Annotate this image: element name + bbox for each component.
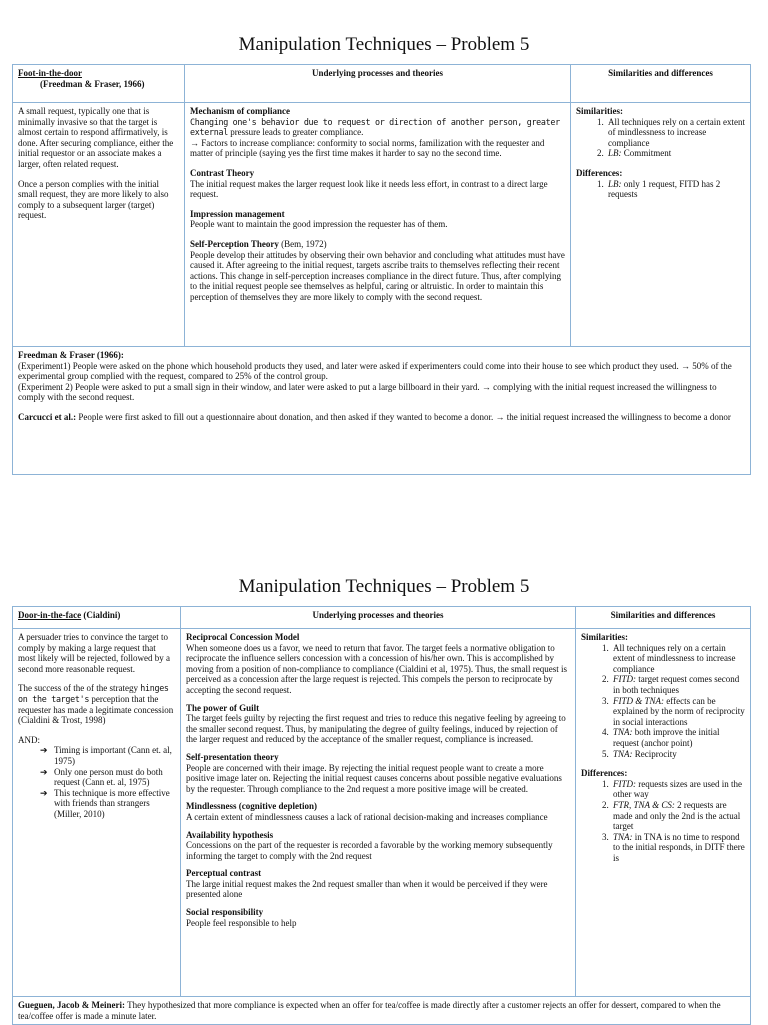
page1-title: Manipulation Techniques – Problem 5 xyxy=(238,34,530,55)
theory-heading: Perceptual contrast xyxy=(186,868,262,879)
description-paragraph: A small request, typically one that is minimally invasive so that the target is almost certain to respond affirmatively, is done. After securing compliance, either the initial requestor or an associate makes a larger, often related request. xyxy=(18,106,174,169)
processes-header: Underlying processes and theories xyxy=(185,65,571,103)
list-item: ➔ Only one person must do both request (Cann et. al, 1975) xyxy=(40,766,163,788)
theories-cell xyxy=(181,629,576,997)
theory-text: The target feels guilty by rejecting the first request and tries to reduce this negative feeling by agreeing to the smaller second request. Thus, by manipulating the degree of guilty feelings, induced by rejection of the larger request and reduced by the acceptance of the smaller request, compliance is increased. xyxy=(186,713,566,745)
description-cell xyxy=(13,629,181,997)
description-cell xyxy=(13,103,185,347)
list-item: 1. FITD: requests sizes are used in the other way xyxy=(611,779,745,800)
similarities-header: Similarities and differences xyxy=(571,65,751,103)
technique-name: Foot-in-the-door xyxy=(18,68,82,78)
study-text: Carcucci et al.: People were first asked to fill out a questionnaire about donation, and then asked if they wanted to become a donor. → the initial request increased the willingness to become a donor xyxy=(18,411,731,422)
list-item: ➔ This technique is more effective with friends than strangers (Miller, 2010) xyxy=(40,787,170,819)
theory-text: The large initial request makes the 2nd request smaller than when it would be perceived if they were presented alone xyxy=(186,878,548,900)
study-cell xyxy=(13,997,751,1025)
theory-heading: The power of Guilt xyxy=(186,702,260,713)
study-text: (Experiment 2) People were asked to put a small sign in their window, and later were asked to put a large billboard in their yard. → complying with the initial request increased the willingness to comply with the second request. xyxy=(18,381,717,403)
list-item: 3. FITD & TNA: effects can be explained by the norm of reciprocity in social interactions xyxy=(611,696,745,728)
technique-ref: (Cialdini) xyxy=(83,610,121,620)
list-item: 5. TNA: Reciprocity xyxy=(611,749,745,760)
theory-heading: Reciprocal Concession Model xyxy=(186,632,300,642)
handwritten-text: hinges on the target's xyxy=(18,683,169,704)
theory-text: People feel responsible to help xyxy=(186,917,297,928)
handwritten-text: Changing one's behavior due to request or direction of another person, greater external xyxy=(190,116,560,138)
page2-table xyxy=(12,606,751,1025)
list-item: 3. TNA: in TNA is no time to respond to the initial responds, in DITF there is xyxy=(611,832,745,864)
theory-text: People are concerned with their image. By rejecting the initial request people want to create a more positive image later on. Rejecting the initial request causes concerns about possible negative evaluations by the requester. Through compliance to the 2nd request a more positive image will be created. xyxy=(186,762,562,794)
list-item: 1. All techniques rely on a certain extent of mindlessness to increase compliance xyxy=(606,117,745,149)
theory-text: When someone does us a favor, we need to return that favor. The target feels a normative obligation to reciprocate the influence sellers concession with a concession of his/her own. This is accomplished by moving from a position of non-compliance to compliance (Cialdini et al, 1975). Thus, the small request is perceived as a concession after the large request is rejected. This compels the person to reciprocate by accepting the second request. xyxy=(186,642,568,695)
description-paragraph: The success of the of the strategy hinges on the target's perception that the requester has made a legitimate concession (Cialdini & Trost, 1998) xyxy=(18,683,174,726)
study-cell xyxy=(13,347,751,475)
technique-ref: (Freedman & Fraser, 1966) xyxy=(40,78,145,89)
page2-title: Manipulation Techniques – Problem 5 xyxy=(238,576,530,597)
similarities-list xyxy=(576,117,745,159)
similarities-label: Similarities: xyxy=(581,632,628,642)
theories-cell xyxy=(185,103,571,347)
differences-label: Differences: xyxy=(576,167,623,178)
arrow-icon: ➔ xyxy=(40,787,48,798)
similarities-cell xyxy=(576,629,751,997)
arrow-icon: ➔ xyxy=(40,766,48,777)
theory-text: People develop their attitudes by observing their own behavior and concluding what attitudes must have caused it. After agreeing to the initial request, targets ascribe traits to themselves reflecting their recent actions. This change in self-perception increases compliance in the direct future. Thus, after complying to the initial request people see themselves as helpful, caring or altruistic. In order to maintain this perception of themselves they are more likely to comply with the second request. xyxy=(190,249,565,302)
theory-heading: Impression management xyxy=(190,208,285,219)
theory-text: Changing one's behavior due to request or direction of another person, greater external pressure leads to greater compliance. xyxy=(190,116,560,138)
description-paragraph: A persuader tries to convince the target to comply by making a large request that most likely will be rejected, followed by a second more reasonable request. xyxy=(18,632,170,674)
and-label: AND: xyxy=(18,734,40,745)
list-item: 1. All techniques rely on a certain extent of mindlessness to increase compliance xyxy=(611,643,745,675)
list-item: 2. LB: Commitment xyxy=(606,148,745,159)
theory-text: → Factors to increase compliance: conformity to social norms, familization with the requester and matter of principle (saying yes the first time makes it harder to say no the second time. xyxy=(190,137,545,159)
theory-text: The initial request makes the larger request look like it needs less effort, in contrast to a direct large request. xyxy=(190,178,548,200)
technique-header xyxy=(13,607,181,629)
theory-heading: Social responsibility xyxy=(186,907,264,918)
similarities-cell xyxy=(571,103,751,347)
theory-text: Concessions on the part of the requester is recorded a favorable by the working memory subsequently informing the target to comply with the 2nd request xyxy=(186,840,553,861)
differences-list xyxy=(576,179,745,200)
technique-header xyxy=(13,65,185,103)
theory-heading: Contrast Theory xyxy=(190,167,255,178)
list-item: ➔ Timing is important (Cann et. al, 1975) xyxy=(40,745,172,766)
arrow-list xyxy=(18,745,175,819)
similarities-header: Similarities and differences xyxy=(576,607,751,629)
list-item: 2. FITD: target request comes second in both techniques xyxy=(611,674,745,695)
theory-heading: Availability hypothesis xyxy=(186,829,274,840)
list-item: 4. TNA: both improve the initial request (anchor point) xyxy=(611,727,745,748)
arrow-icon: ➔ xyxy=(40,745,48,756)
theory-heading: Mechanism of compliance xyxy=(190,106,290,116)
page1-table xyxy=(12,64,751,475)
theory-text: A certain extent of mindlessness causes a lack of rational decision-making and increases compliance xyxy=(186,811,548,822)
technique-name: Door-in-the-face xyxy=(18,610,82,620)
similarities-list xyxy=(581,643,745,760)
study-text: Gueguen, Jacob & Meineri: They hypothesized that more compliance is expected when an offer for tea/coffee is made directly after a customer rejects an offer for dessert, compared to when the tea/coffee offer is made a minute later. xyxy=(18,1000,721,1021)
differences-list xyxy=(581,779,745,864)
study-heading: Freedman & Fraser (1966): xyxy=(18,350,124,360)
description-paragraph: Once a person complies with the initial small request, they are more likely to also comply to a subsequent larger (target) request. xyxy=(18,178,169,221)
theory-heading: Self-Perception Theory (Bem, 1972) xyxy=(190,238,327,249)
processes-header: Underlying processes and theories xyxy=(181,607,576,629)
similarities-label: Similarities: xyxy=(576,106,623,116)
list-item: 2. FTR, TNA & CS: 2 requests are made and only the 2nd is the actual target xyxy=(611,800,745,832)
theory-text: People want to maintain the good impression the requester has of them. xyxy=(190,219,448,230)
differences-label: Differences: xyxy=(581,768,628,779)
theory-heading: Self-presentation theory xyxy=(186,751,279,762)
theory-heading: Mindlessness (cognitive depletion) xyxy=(186,801,318,812)
study-text: (Experiment1) People were asked on the phone which household products they used, and later were asked if experimenters could come into their house to see which product they used. → 50% of the experimental group complied with the request, compared to 25% of the control group. xyxy=(18,360,732,382)
list-item: 1. LB: only 1 request, FITD has 2 requests xyxy=(606,179,745,200)
